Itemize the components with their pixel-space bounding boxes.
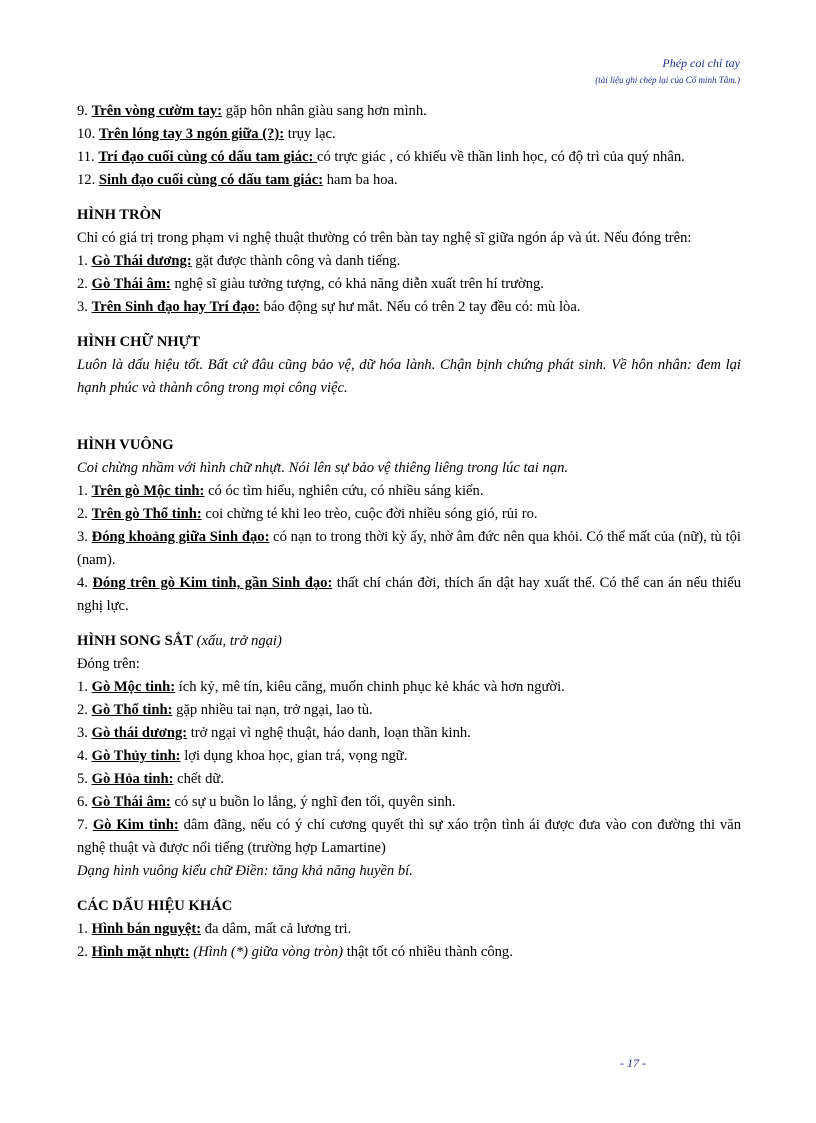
item-label: Gò Kim tinh:: [92, 817, 179, 833]
header-title: Phép coi chỉ tay: [662, 56, 740, 70]
item-label: Gò Thái dương:: [91, 253, 192, 269]
item-label: Sinh đạo cuối cùng có dấu tam giác:: [98, 172, 324, 188]
page-number: - 17 -: [620, 1056, 646, 1070]
item-label: Trên gò Thổ tinh:: [91, 506, 202, 522]
list-item: 5. Gò Hỏa tinh: chết dữ.: [77, 771, 224, 787]
section-heading-cac-dau-hieu-khac: CÁC DẤU HIỆU KHÁC: [77, 898, 233, 914]
item-label: Gò thái dương:: [91, 725, 188, 741]
item-label: Gò Mộc tinh:: [91, 679, 176, 695]
item-label: Hình bán nguyệt:: [91, 921, 202, 937]
list-item: 12. Sinh đạo cuối cùng có dấu tam giác: ham ba hoa.: [77, 172, 398, 188]
list-item: 2. Gò Thổ tinh: gặp nhiều tai nạn, trở ngại, lao tù.: [77, 702, 373, 718]
section-heading-hinh-tron: HÌNH TRÒN: [77, 207, 162, 223]
list-item: 3. Gò thái dương: trở ngại vì nghệ thuật, háo danh, loạn thần kinh.: [77, 725, 471, 741]
item-label: Đóng khoảng giữa Sinh đạo:: [91, 529, 270, 545]
section-intro: Đóng trên:: [77, 656, 140, 672]
item-label: Gò Hỏa tinh:: [91, 771, 174, 787]
list-item: 1. Trên gò Mộc tinh: có óc tìm hiểu, nghiên cứu, có nhiều sáng kiến.: [77, 483, 484, 499]
list-item: 4. Gò Thủy tinh: lợi dụng khoa học, gian trá, vọng ngữ.: [77, 748, 408, 764]
list-item: 2. Gò Thái âm: nghệ sĩ giàu tưởng tượng, có khả năng diễn xuất trên hí trường.: [77, 276, 544, 292]
item-label: Gò Thủy tinh:: [91, 748, 181, 764]
item-label: Trên vòng cườm tay:: [91, 103, 223, 119]
list-item: 3. Đóng khoảng giữa Sinh đạo: có nạn to trong thời kỳ ấy, nhờ âm đức nên qua khỏi. Có thể mất của (nữ), tù tội (nam).: [77, 529, 741, 568]
item-label: Trí đạo cuối cùng có dấu tam giác:: [98, 149, 317, 165]
item-label: Trên Sinh đạo hay Trí đạo:: [91, 299, 260, 315]
list-item: 10. Trên lóng tay 3 ngón giữa (?): trụy lạc.: [77, 126, 336, 142]
page-content: [77, 100, 741, 964]
item-label: Trên lóng tay 3 ngón giữa (?):: [98, 126, 285, 142]
list-item: 1. Gò Mộc tinh: ích kỷ, mê tín, kiêu căng, muốn chinh phục kẻ khác và hơn người.: [77, 679, 565, 695]
item-label: Trên gò Mộc tinh:: [91, 483, 205, 499]
list-item: 2. Trên gò Thổ tinh: coi chừng té khi leo trèo, cuộc đời nhiều sóng gió, rủi ro.: [77, 506, 538, 522]
section-heading-hinh-song-sat: HÌNH SONG SẮT (xấu, trở ngại): [77, 633, 282, 649]
list-item: 4. Đóng trên gò Kim tinh, gần Sinh đạo: thất chí chán đời, thích ẩn dật hay xuất thế. Có thể can án nếu thiếu nghị lực.: [77, 575, 742, 614]
list-item: 1. Hình bán nguyệt: đa dâm, mất cả lương tri.: [77, 921, 352, 937]
item-label: Gò Thái âm:: [91, 276, 171, 292]
section-heading-hinh-chu-nhat: HÌNH CHỮ NHỰT: [77, 334, 200, 350]
section-closing: Dạng hình vuông kiểu chữ Điền: tăng khả năng huyền bí.: [77, 863, 413, 879]
item-label: Gò Thái âm:: [91, 794, 171, 810]
list-item: 7. Gò Kim tinh: dâm đãng, nếu có ý chí cương quyết thì sự xáo trộn tình ái được đưa vào con đường thi văn nghệ thuật và được nổi tiếng (trường hợp Lamartine): [77, 817, 742, 856]
item-label: Gò Thổ tinh:: [91, 702, 173, 718]
header-subtitle: (tài liệu ghi chép lại của Cổ minh Tâm.): [595, 75, 740, 85]
list-item: 2. Hình mặt nhựt: (Hình (*) giữa vòng tròn) thật tốt có nhiều thành công.: [77, 944, 513, 960]
list-item: 11. Trí đạo cuối cùng có dấu tam giác: có trực giác , có khiếu về thần linh học, có độ trì của quý nhân.: [77, 149, 685, 165]
list-item: 1. Gò Thái dương: gặt được thành công và danh tiếng.: [77, 253, 401, 269]
section-intro: Chỉ có giá trị trong phạm vi nghệ thuật thường có trên bàn tay nghệ sĩ giữa ngón áp và út. Nếu đóng trên:: [77, 230, 692, 246]
list-item: 9. Trên vòng cườm tay: gặp hôn nhân giàu sang hơn mình.: [77, 103, 427, 119]
list-item: 3. Trên Sinh đạo hay Trí đạo: báo động sự hư mắt. Nếu có trên 2 tay đều có: mù lòa.: [77, 299, 581, 315]
list-item: 6. Gò Thái âm: có sự u buồn lo lắng, ý nghĩ đen tối, quyên sinh.: [77, 794, 456, 810]
item-label: Hình mặt nhựt:: [91, 944, 190, 960]
item-label: Đóng trên gò Kim tinh, gần Sinh đạo:: [92, 575, 333, 591]
page-header: [595, 56, 740, 86]
section-intro: Coi chừng nhầm với hình chữ nhựt. Nói lên sự bảo vệ thiêng liêng trong lúc tai nạn.: [77, 460, 569, 476]
section-heading-hinh-vuong: HÌNH VUÔNG: [77, 437, 174, 453]
section-intro: Luôn là dấu hiệu tốt. Bất cứ đâu cũng bảo vệ, dữ hóa lành. Chận bịnh chứng phát sinh. Về hôn nhân: đem lại hạnh phúc và thành công trong mọi công việc.: [77, 357, 741, 396]
